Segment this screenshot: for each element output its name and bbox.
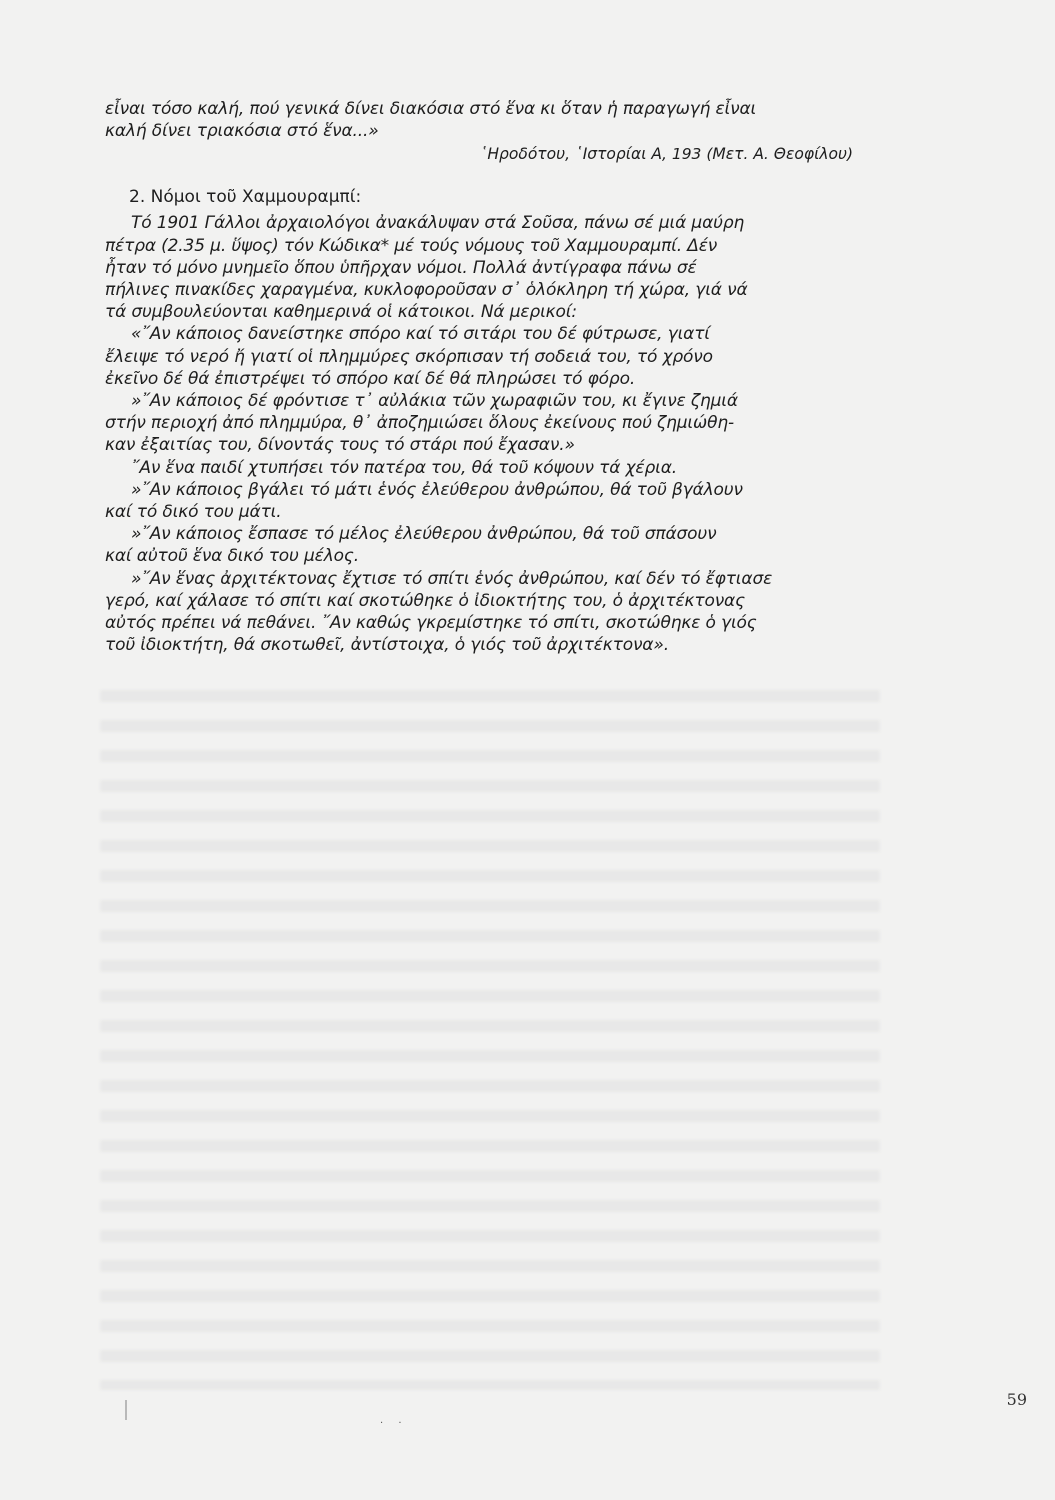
scan-specks: · · [380, 1418, 408, 1429]
law-paragraph [105, 457, 855, 479]
body-line: τά συμβουλεύονται καθημερινά οἱ κάτοικοι. Νά μερικοί: [105, 302, 577, 323]
law-paragraph [105, 568, 855, 657]
body-line: πήλινες πινακίδες χαραγμένα, κυκλοφοροῦσαν σ᾽ ὁλόκληρη τή χώρα, γιά νά [105, 280, 748, 301]
law-paragraph [105, 390, 855, 457]
law-line: στήν περιοχή ἀπό πλημμύρα, θ᾽ ἀποζημιώσει ὅλους ἐκείνους πού ζημιώθη- [105, 413, 734, 434]
scan-mark [125, 1400, 127, 1420]
body-line: Τό 1901 Γάλλοι ἀρχαιολόγοι ἀνακάλυψαν στά Σοῦσα, πάνω σέ μιά μαύρη [131, 213, 745, 234]
law-paragraph [105, 523, 855, 567]
intro-paragraph [105, 212, 855, 323]
quote-line: εἶναι τόσο καλή, πού γενικά δίνει διακόσια στό ἕνα κι ὅταν ἡ παραγωγή εἶναι [105, 99, 757, 119]
law-line: αὐτός πρέπει νά πεθάνει. ῎Αν καθώς γκρεμίστηκε τό σπίτι, σκοτώθηκε ὁ γιός [105, 613, 757, 634]
quote-block [105, 98, 855, 166]
law-line: καν ἐξαιτίας του, δίνοντάς τους τό στάρι πού ἔχασαν.» [105, 435, 575, 456]
quote-source: ῾Ηροδότου, ῾Ιστορίαι Α, 193 (Μετ. Α. Θεοφίλου) [479, 145, 853, 164]
law-paragraph [105, 323, 855, 390]
law-line: ἐκεῖνο δέ θά ἐπιστρέψει τό σπόρο καί δέ θά πληρώσει τό φόρο. [105, 368, 636, 389]
law-line: «῎Αν κάποιος δανείστηκε σπόρο καί τό σιτάρι του δέ φύτρωσε, γιατί [131, 324, 710, 345]
law-line: τοῦ ἰδιοκτήτη, θά σκοτωθεῖ, ἀντίστοιχα, ὁ γιός τοῦ ἀρχιτέκτονα». [105, 635, 669, 656]
law-line: γερό, καί χάλασε τό σπίτι καί σκοτώθηκε ὁ ἰδιοκτήτης του, ὁ ἀρχιτέκτονας [105, 590, 745, 611]
quote-line: καλή δίνει τριακόσια στό ἕνα...» [105, 121, 379, 142]
text-column [105, 98, 855, 656]
law-line: »῎Αν κάποιος δέ φρόντισε τ᾽ αὐλάκια τῶν χωραφιῶν του, κι ἔγινε ζημιά [131, 391, 738, 412]
law-line: ῎Αν ἕνα παιδί χτυπήσει τόν πατέρα του, θά τοῦ κόψουν τά χέρια. [131, 457, 678, 478]
law-line: »῎Αν κάποιος βγάλει τό μάτι ἑνός ἐλεύθερου ἀνθρώπου, θά τοῦ βγάλουν [131, 479, 743, 500]
law-line: »῎Αν κάποιος ἔσπασε τό μέλος ἐλεύθερου ἀνθρώπου, θά τοῦ σπάσουν [131, 524, 717, 545]
law-line: »῎Αν ἕνας ἀρχιτέκτονας ἔχτισε τό σπίτι ἑνός ἀνθρώπου, καί δέν τό ἔφτιασε [131, 568, 773, 589]
law-line: καί τό δικό του μάτι. [105, 502, 282, 523]
law-line: ἔλειψε τό νερό ἤ γιατί οἱ πλημμύρες σκόρπισαν τή σοδειά του, τό χρόνο [105, 346, 713, 367]
law-line: καί αὐτοῦ ἕνα δικό του μέλος. [105, 546, 359, 567]
section-heading: 2. Νόμοι τοῦ Χαμμουραμπί: [129, 187, 362, 208]
page-number: 59 [1006, 1390, 1027, 1409]
body-line: ἦταν τό μόνο μνημεῖο ὅπου ὑπῆρχαν νόμοι. Πολλά ἀντίγραφα πάνω σέ [105, 257, 697, 278]
body-line: πέτρα (2.35 μ. ὕψος) τόν Κώδικα* μέ τούς νόμους τοῦ Χαμμουραμπί. Δέν [105, 235, 718, 256]
bleed-through-texture [100, 690, 880, 1390]
law-paragraph [105, 479, 855, 523]
